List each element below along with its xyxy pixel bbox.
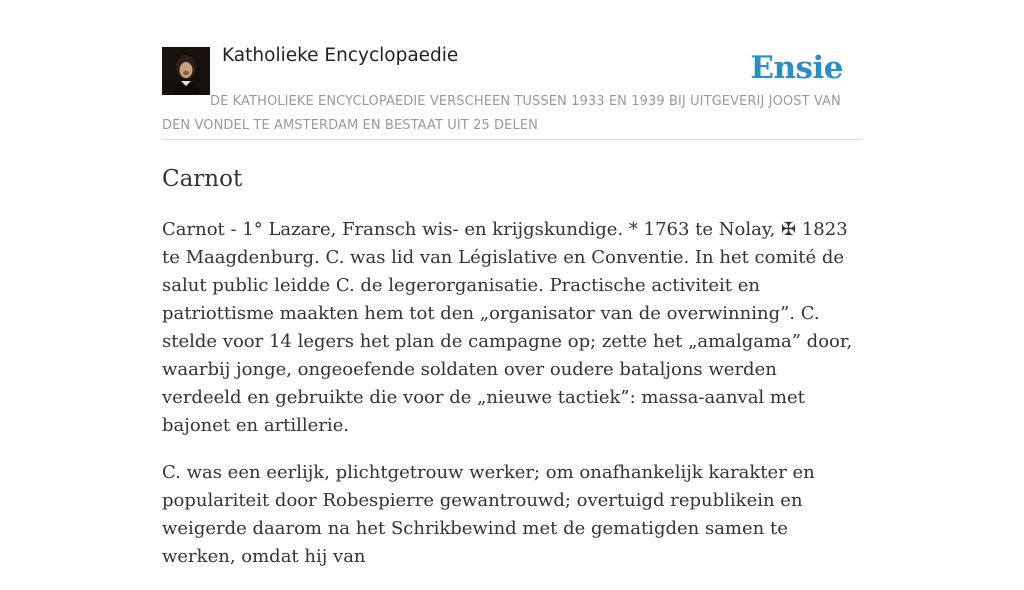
source-header bbox=[162, 0, 862, 140]
entry-paragraph: C. was een eerlijk, plichtgetrouw werker; om onafhankelijk karakter en populariteit door Robespierre gewantrouwd; overtuigd republikein en weigerde daarom na het Schrikbewind met de gematigden samen te werken, omdat hij van bbox=[162, 462, 815, 567]
entry-title: Carnot bbox=[162, 166, 243, 192]
portrait-avatar[interactable] bbox=[162, 47, 210, 95]
portrait-icon bbox=[162, 47, 210, 95]
source-title[interactable]: Katholieke Encyclopaedie bbox=[222, 45, 459, 66]
entry-body bbox=[162, 216, 862, 571]
content-container bbox=[162, 0, 862, 590]
source-description: DE KATHOLIEKE ENCYCLOPAEDIE VERSCHEEN TUSSEN 1933 EN 1939 BIJ UITGEVERIJ JOOST VAN DEN VONDEL TE AMSTERDAM EN BESTAAT UIT 25 DELEN bbox=[162, 94, 841, 133]
entry-paragraph: Carnot - 1° Lazare, Fransch wis- en krijgskundige. * 1763 te Nolay, ✠ 1823 te Maagdenburg. C. was lid van Législative en Conventie. In het comité de salut public leidde C. de legerorganisatie. Practische activiteit en patriottisme maakten hem tot den „organisator van de overwinning”. C. stelde voor 14 legers het plan de campagne op; zette het „amalgama” door, waarbij jonge, ongeoefende soldaten over oudere bataljons werden verdeeld en gebruikte die voor de „nieuwe tactiek”: massa-aanval met bajonet en artillerie. bbox=[162, 219, 853, 436]
ensie-logo[interactable]: Ensie bbox=[750, 50, 843, 86]
